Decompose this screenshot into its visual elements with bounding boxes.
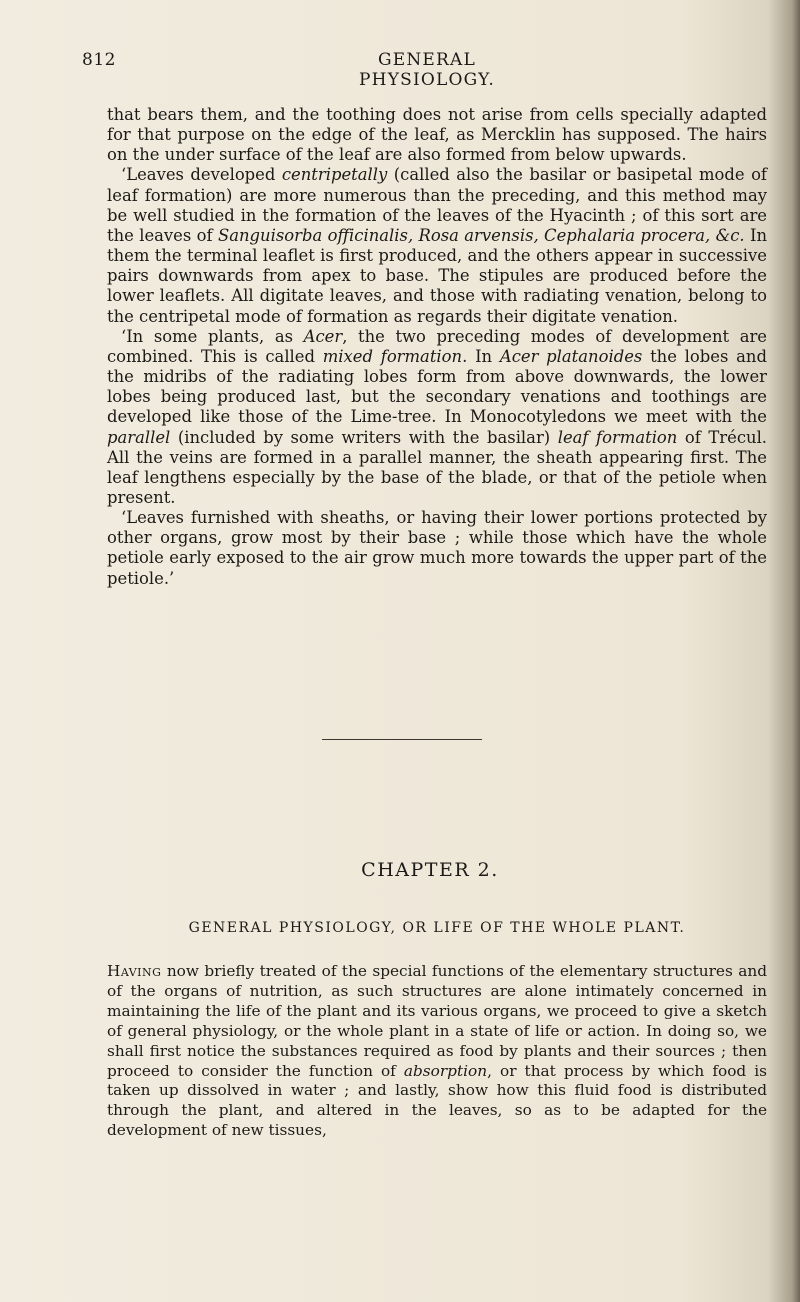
emphasis-term: leaf formation xyxy=(557,427,678,447)
paragraph-centripetal xyxy=(107,165,767,326)
paragraph-text: , the two preceding modes of development are combined. This is called xyxy=(107,326,768,366)
chapter-heading: CHAPTER 2. xyxy=(361,859,499,881)
paragraph-text: now briefly treated of the special functions of the elementary structures and of the organs of nutrition, as such structures are alone intimately concerned in maintaining the life of the plant and its various organs, we proceed to give a sketch of general physiology, or the whole plant in a state of life or action. In doing so, we shall first notice the substances required as food by plants and their sources ; then proceed to consider the function of xyxy=(107,962,767,1080)
page-number: 812 xyxy=(82,50,116,70)
paragraph-text: the lobes and the midribs of the radiating lobes form from above downwards, the lower lobes being produced last, but the secondary venations and toothings are developed like those of the Lime-tree. In Monocotyledons we meet with the xyxy=(107,346,767,427)
emphasis-term: centripetally xyxy=(281,165,388,185)
chapter-body xyxy=(107,962,767,1141)
paragraph-mixed-formation xyxy=(107,327,767,508)
emphasis-term: parallel xyxy=(107,427,171,447)
opening-word: Having xyxy=(107,962,162,980)
paragraph-text: ‘Leaves developed xyxy=(121,165,282,185)
running-head xyxy=(82,50,722,90)
emphasis-term: absorption xyxy=(403,1061,488,1080)
paragraph-text: (included by some writers with the basilar) xyxy=(170,427,558,447)
running-title: GENERAL PHYSIOLOGY. xyxy=(359,50,495,90)
paragraph-text: of Trécul. All the veins are formed in a parallel manner, the sheath appearing first. The leaf lengthens especially by the base of the blade, or that of the petiole when present. xyxy=(107,427,768,507)
species-list: Sanguisorba officinalis, Rosa arvensis, Cephalaria procera, &c. xyxy=(217,225,745,245)
paragraph-text: ‘Leaves furnished with sheaths, or having their lower portions protected by other organs, grow most by their base ; while those which have the whole petiole early exposed to the air grow much more towards the upper part of the petiole.’ xyxy=(107,508,767,588)
paragraph-sheaths xyxy=(107,508,767,589)
paragraph-toothing xyxy=(107,105,767,165)
chapter-subtitle: GENERAL PHYSIOLOGY, OR LIFE OF THE WHOLE PLANT. xyxy=(188,920,686,936)
paragraph-text: , or that process by which food is taken up dissolved in water ; and lastly, show how this fluid food is distributed through the plant, and altered in the leaves, so as to be adapted for the development of new tissues, xyxy=(107,1061,767,1140)
body-text xyxy=(107,105,767,589)
section-divider xyxy=(322,739,482,740)
chapter-paragraph xyxy=(107,962,767,1141)
paragraph-text: ‘In some plants, as xyxy=(121,326,304,346)
species-name: Acer platanoides xyxy=(499,346,643,366)
emphasis-term: mixed formation xyxy=(322,346,463,366)
genus-name: Acer xyxy=(303,326,343,346)
paragraph-text: that bears them, and the toothing does not arise from cells specially adapted for that purpose on the edge of the leaf, as Mercklin has supposed. The hairs on the under surface of the leaf are also formed from below upwards. xyxy=(107,105,767,165)
paragraph-text: . In xyxy=(462,346,500,366)
paragraph-text: In them the terminal leaflet is first produced, and the others appear in successive pairs downwards from apex to base. The stipules are produced before the lower leaflets. All digitate leaves, and those with radiating venation, belong to the centripetal mode of formation as regards their digitate venation. xyxy=(107,225,767,326)
paragraph-text: (called also the basilar or basipetal mode of leaf formation) are more numerous than the preceding, and this method may be well studied in the formation of the leaves of the Hyacinth ; of this sort are the leaves of xyxy=(107,165,767,245)
